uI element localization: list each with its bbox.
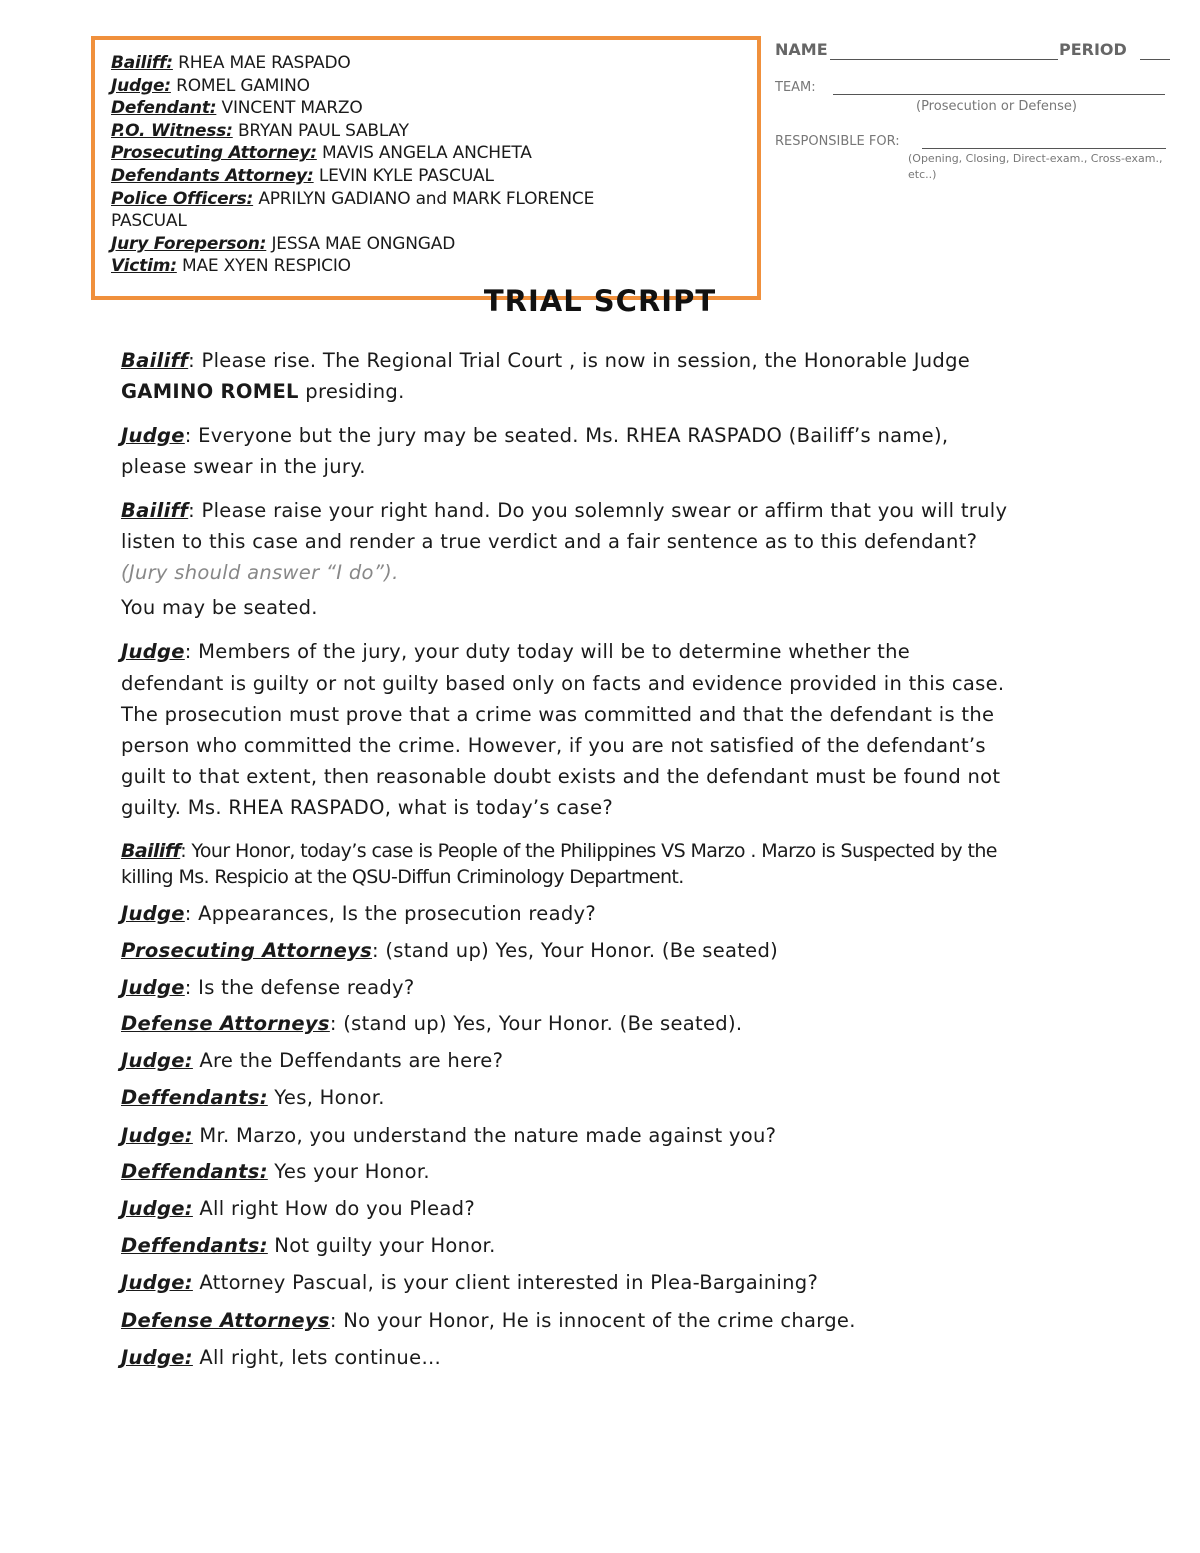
script-line: defendant is guilty or not guilty based only on facts and evidence provided in this case. — [121, 672, 1005, 695]
responsible-hint-2: etc..) — [908, 168, 937, 181]
script-line: You may be seated. — [121, 596, 318, 619]
cast-list-box — [91, 36, 761, 300]
period-label: PERIOD — [1059, 40, 1127, 59]
script-line: Judge: Attorney Pascual, is your client interested in Plea-Bargaining? — [121, 1271, 819, 1294]
cast-line-victim: Victim: MAE XYEN RESPICIO — [111, 256, 351, 277]
script-line: (Jury should answer “I do”). — [121, 561, 399, 584]
script-line: Judge: Members of the jury, your duty today will be to determine whether the — [121, 640, 911, 663]
script-line: Deffendants: Yes your Honor. — [121, 1160, 430, 1183]
script-line: listen to this case and render a true verdict and a fair sentence as to this defendant? — [121, 530, 978, 553]
page-title: TRIAL SCRIPT — [483, 284, 717, 318]
script-line: guilty. Ms. RHEA RASPADO, what is today’s case? — [121, 796, 614, 819]
script-line: Prosecuting Attorneys: (stand up) Yes, Your Honor. (Be seated) — [121, 939, 779, 962]
responsible-label: RESPONSIBLE FOR: — [775, 134, 900, 149]
period-field-line[interactable] — [1140, 59, 1170, 60]
team-label: TEAM: — [775, 80, 816, 95]
script-line: please swear in the jury. — [121, 455, 366, 478]
name-field-line[interactable] — [830, 59, 1058, 60]
script-line: Judge: All right How do you Plead? — [121, 1197, 476, 1220]
script-line: Judge: Everyone but the jury may be seated. Ms. RHEA RASPADO (Bailiff’s name), — [121, 424, 949, 447]
cast-line-police-officers-cont: PASCUAL — [111, 211, 187, 232]
name-label: NAME — [775, 40, 828, 59]
responsible-hint-1: (Opening, Closing, Direct-exam., Cross-exam., — [908, 152, 1163, 165]
cast-line-defendants-attorney: Defendants Attorney: LEVIN KYLE PASCUAL — [111, 165, 494, 186]
script-line: Judge: All right, lets continue… — [121, 1346, 442, 1369]
responsible-field-line[interactable] — [922, 148, 1166, 149]
script-line: Judge: Mr. Marzo, you understand the nature made against you? — [121, 1124, 777, 1147]
cast-line-prosecuting-attorney: Prosecuting Attorney: MAVIS ANGELA ANCHETA — [111, 143, 532, 164]
script-line: The prosecution must prove that a crime was committed and that the defendant is the — [121, 703, 995, 726]
cast-line-judge: Judge: ROMEL GAMINO — [111, 75, 310, 96]
script-line: person who committed the crime. However, if you are not satisfied of the defendant’s — [121, 734, 986, 757]
cast-line-defendant: Defendant: VINCENT MARZO — [111, 98, 363, 119]
script-line: Deffendants: Not guilty your Honor. — [121, 1234, 496, 1257]
script-line: Bailiff: Please raise your right hand. Do you solemnly swear or affirm that you will truly — [121, 499, 1008, 522]
cast-line-police-officers: Police Officers: APRILYN GADIANO and MARK FLORENCE — [111, 188, 595, 209]
team-field-line[interactable] — [833, 94, 1165, 95]
script-line: Judge: Are the Deffendants are here? — [121, 1049, 504, 1072]
script-line: Judge: Appearances, Is the prosecution ready? — [121, 902, 596, 925]
script-line: killing Ms. Respicio at the QSU-Diffun Criminology Department. — [121, 866, 684, 888]
script-line: Bailiff: Please rise. The Regional Trial Court , is now in session, the Honorable Judge — [121, 349, 971, 372]
cast-line-po-witness: P.O. Witness: BRYAN PAUL SABLAY — [111, 120, 409, 141]
script-line: guilt to that extent, then reasonable doubt exists and the defendant must be found not — [121, 765, 1001, 788]
script-line: Deffendants: Yes, Honor. — [121, 1086, 385, 1109]
script-line: Judge: Is the defense ready? — [121, 976, 415, 999]
cast-line-jury-foreperson: Jury Foreperson: JESSA MAE ONGNGAD — [111, 233, 456, 254]
script-line: GAMINO ROMEL presiding. — [121, 380, 405, 403]
team-hint: (Prosecution or Defense) — [916, 99, 1077, 114]
script-line: Bailiff: Your Honor, today’s case is People of the Philippines VS Marzo . Marzo is Suspected by the — [121, 840, 997, 862]
cast-line-bailiff: Bailiff: RHEA MAE RASPADO — [111, 53, 351, 73]
script-line: Defense Attorneys: (stand up) Yes, Your Honor. (Be seated). — [121, 1012, 743, 1035]
script-line: Defense Attorneys: No your Honor, He is innocent of the crime charge. — [121, 1309, 856, 1332]
